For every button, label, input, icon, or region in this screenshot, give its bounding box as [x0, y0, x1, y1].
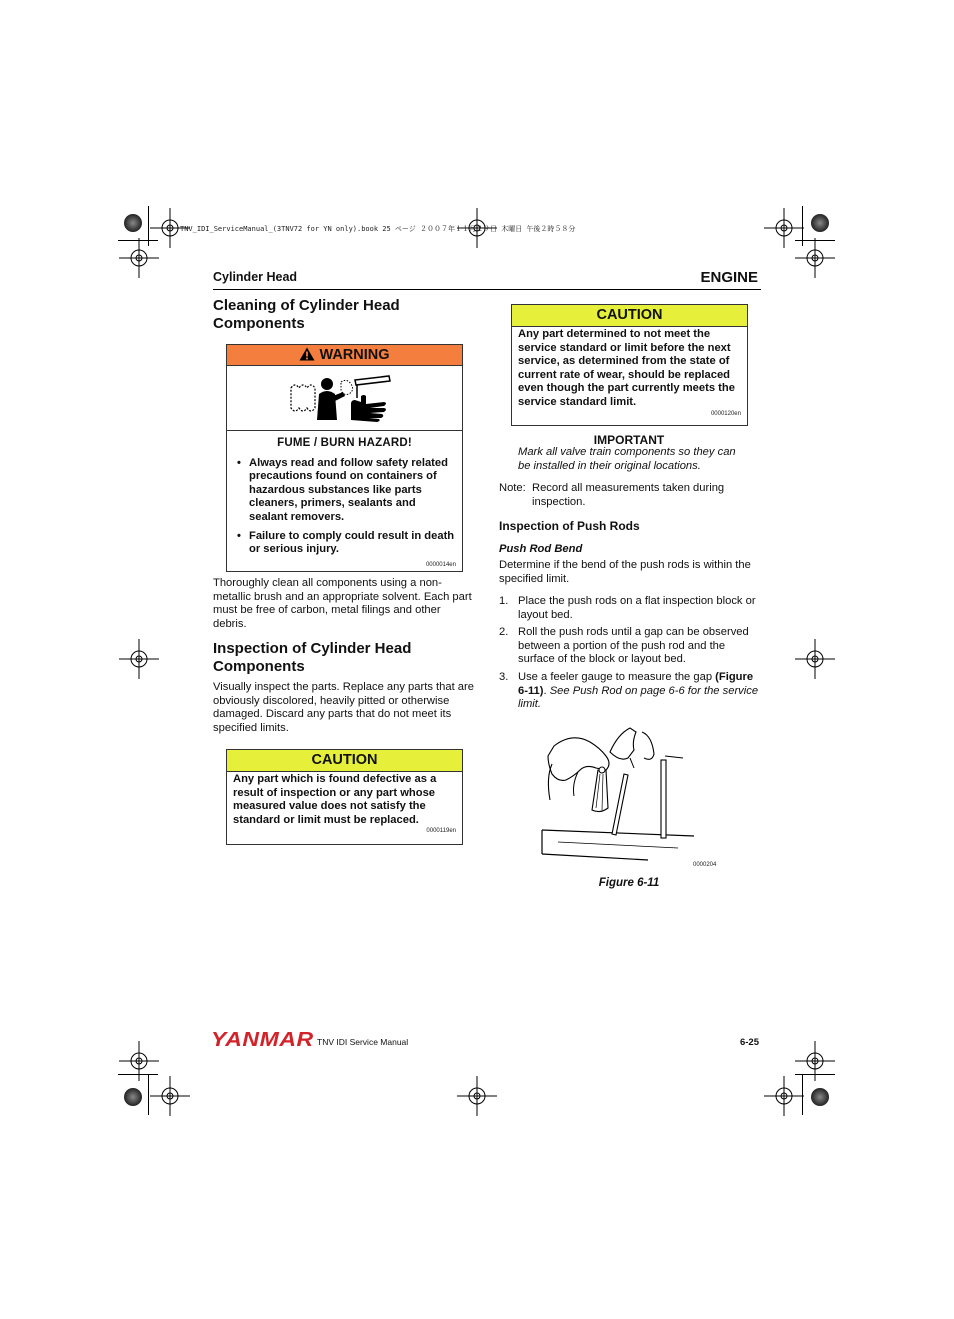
caution-box-left: [226, 749, 463, 845]
push-rod-measurement-illustration: [538, 724, 728, 864]
caution-code: 0000120en: [710, 410, 741, 417]
steps-list: [499, 595, 761, 716]
step-number: 3.: [499, 670, 509, 683]
figure-caption: Figure 6-11: [598, 877, 660, 889]
caution-text: Any part determined to not meet the service standard or limit before the next service, as determined from the state of current rate of wear, should be replaced even though the part currently meets the service standard limit.: [518, 328, 735, 408]
step-item: [499, 595, 761, 622]
hazard-title: FUME / BURN HAZARD!: [277, 437, 412, 449]
important-text: Mark all valve train components so they can be installed in their original locations.: [518, 446, 736, 472]
fume-burn-hazard-icon: [289, 374, 401, 422]
hazard-pictogram: [227, 366, 462, 431]
note-text: Record all measurements taken during inspection.: [532, 482, 725, 508]
inspection-paragraph: Visually inspect the parts. Replace any parts that are obviously discolored, heavily pitted or otherwise damaged. Discard any parts that do not meet its specified limits.: [213, 681, 474, 734]
step-number: 2.: [499, 626, 509, 639]
cleaning-heading: Cleaning of Cylinder Head Components: [213, 297, 400, 332]
step-text: Place the push rods on a flat inspection block or layout bed.: [518, 595, 756, 621]
chapter-title: ENGINE: [700, 269, 758, 286]
header-rule: [213, 289, 761, 290]
warning-code: 0000014en: [425, 561, 456, 568]
cross-reference: See Push Rod on page 6-6 for the service limit.: [518, 684, 759, 711]
caution-label: CAUTION: [512, 305, 747, 327]
section-title: Cylinder Head: [213, 270, 298, 284]
page-number: 6-25: [739, 1037, 759, 1048]
warning-bullet: • Always read and follow safety related precautions found on containers of hazardous substances like parts cleaners, primers, sealants and sealant removers.: [233, 457, 456, 525]
step-text: .: [543, 684, 550, 697]
note-label: Note:: [499, 482, 526, 494]
step-text: Use a feeler gauge to measure the gap: [518, 670, 716, 683]
step-number: 1.: [499, 595, 509, 607]
warning-label: WARNING: [319, 347, 390, 363]
push-rods-heading: Inspection of Push Rods: [499, 519, 640, 533]
warning-bullets: [233, 457, 456, 557]
warning-box: [226, 344, 463, 572]
step-item: [499, 671, 761, 712]
warning-header: [227, 345, 462, 366]
step-item: [499, 626, 761, 667]
cleaning-paragraph: Thoroughly clean all components using a non-metallic brush and an appropriate solvent. Each part must be free of carbon, metal filings and other debris.: [213, 577, 472, 630]
warning-triangle-icon: [299, 347, 315, 367]
caution-label: CAUTION: [227, 750, 462, 772]
caution-box-right: [511, 304, 748, 426]
push-rod-bend-heading: Push Rod Bend: [499, 543, 583, 555]
yanmar-logo: YANMAR: [211, 1029, 314, 1051]
important-label: IMPORTANT: [593, 433, 665, 447]
manual-title: TNV IDI Service Manual: [317, 1037, 409, 1047]
caution-code: 0000119en: [426, 828, 456, 835]
print-slug: TNV_IDI_ServiceManual_(3TNV72 for YN only).book 25 ページ ２００７年１１月２９日 木曜日 午後２時５８分: [180, 225, 576, 233]
bend-paragraph: Determine if the bend of the push rods is within the specified limit.: [499, 559, 751, 585]
inspection-heading: Inspection of Cylinder Head Components: [213, 640, 412, 675]
warning-bullet: • Failure to comply could result in death or serious injury.: [233, 530, 456, 557]
step-text: Roll the push rods until a gap can be observed between a portion of the push rod and the surface of the block or layout bed.: [518, 626, 749, 666]
figure-reference: (Figure 6-11): [518, 670, 754, 697]
figure-code: 0000204: [693, 862, 717, 868]
caution-text: Any part which is found defective as a result of inspection or any part whose measured value does not satisfy the standard or limit must be replaced.: [233, 773, 437, 826]
